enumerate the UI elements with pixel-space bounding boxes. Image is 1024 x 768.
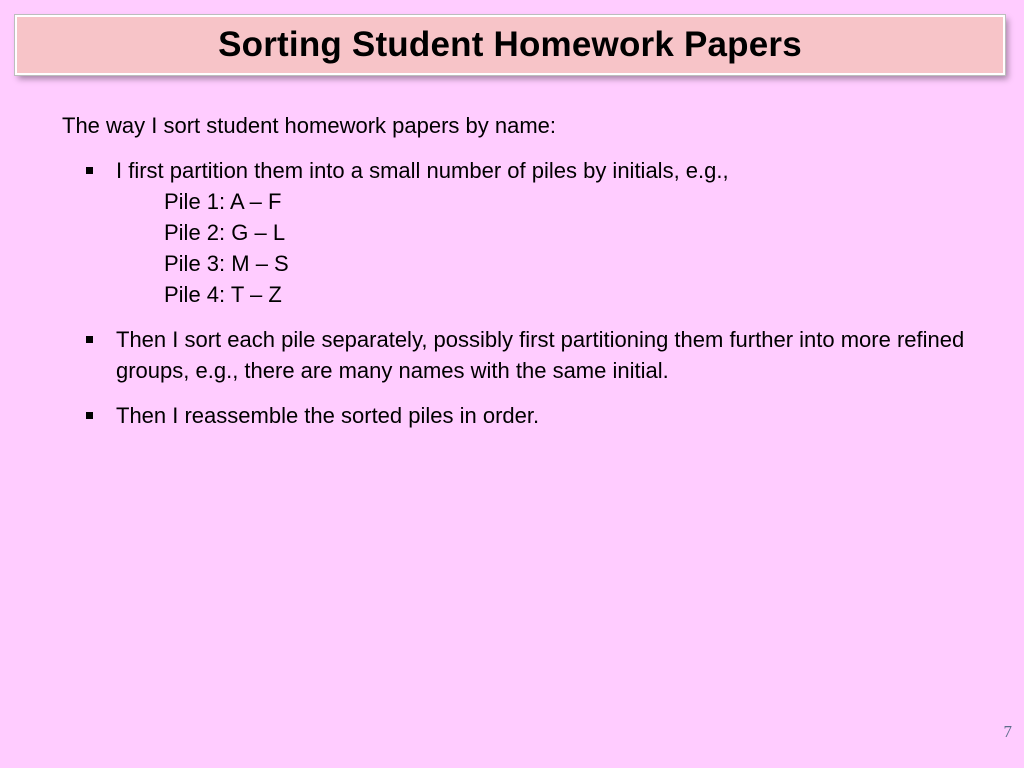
pile-list	[116, 186, 982, 310]
bullet-text: I first partition them into a small number of piles by initials, e.g.,	[116, 158, 729, 183]
square-bullet-icon	[86, 412, 93, 419]
intro-text: The way I sort student homework papers by name:	[62, 113, 557, 138]
bullet-item-reassemble	[62, 400, 982, 431]
slide-body	[62, 110, 982, 445]
pile-item: Pile 4: T – Z	[164, 282, 282, 307]
pile-item: Pile 2: G – L	[164, 220, 286, 245]
bullet-item-partition	[62, 155, 982, 310]
bullet-item-sort	[62, 324, 982, 386]
title-banner	[15, 15, 1005, 75]
slide-title: Sorting Student Homework Papers	[218, 25, 802, 64]
bullet-text: Then I sort each pile separately, possibly first partitioning them further into more refined groups, e.g., there are many names with the same initial.	[116, 327, 965, 383]
square-bullet-icon	[86, 167, 93, 174]
pile-item: Pile 3: M – S	[164, 251, 289, 276]
pile-item: Pile 1: A – F	[164, 189, 282, 214]
bullet-text: Then I reassemble the sorted piles in order.	[116, 403, 540, 428]
page-number: 7	[1003, 722, 1012, 741]
square-bullet-icon	[86, 336, 93, 343]
bullet-list	[62, 155, 982, 431]
